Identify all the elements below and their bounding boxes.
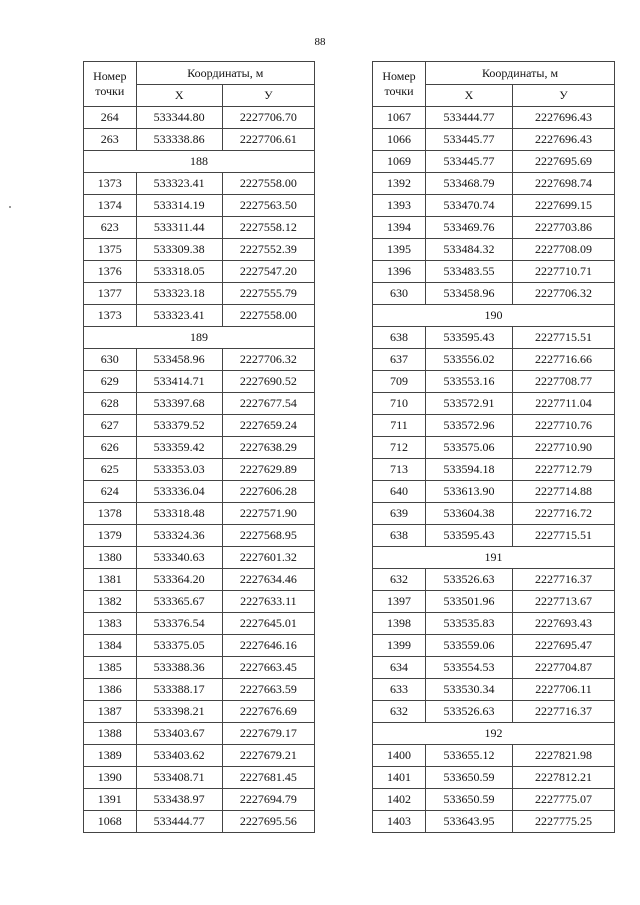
y-coordinate-cell: 2227706.11 (513, 679, 615, 701)
x-coordinate-cell: 533613.90 (426, 481, 513, 503)
x-coordinate-cell: 533594.18 (426, 459, 513, 481)
y-coordinate-cell: 2227715.51 (513, 525, 615, 547)
point-number-cell: 640 (373, 481, 426, 503)
point-number-cell: 709 (373, 371, 426, 393)
table-row (373, 459, 615, 481)
table-row (373, 745, 615, 767)
point-number-cell: 1390 (84, 767, 137, 789)
y-coordinate-cell: 2227659.24 (222, 415, 314, 437)
table-row (373, 195, 615, 217)
x-coordinate-cell: 533338.86 (136, 129, 222, 151)
x-coordinate-cell: 533470.74 (426, 195, 513, 217)
x-coordinate-cell: 533388.36 (136, 657, 222, 679)
y-coordinate-cell: 2227706.61 (222, 129, 314, 151)
point-number-cell: 1395 (373, 239, 426, 261)
x-coordinate-cell: 533572.91 (426, 393, 513, 415)
y-coordinate-cell: 2227645.01 (222, 613, 314, 635)
x-coordinate-cell: 533323.18 (136, 283, 222, 305)
x-coordinate-cell: 533572.96 (426, 415, 513, 437)
table-row (373, 349, 615, 371)
margin-mark (9, 206, 11, 208)
table-row (84, 635, 315, 657)
x-coordinate-cell: 533438.97 (136, 789, 222, 811)
x-coordinate-cell: 533501.96 (426, 591, 513, 613)
point-number-cell: 1403 (373, 811, 426, 833)
x-coordinate-cell: 533311.44 (136, 217, 222, 239)
x-coordinate-cell: 533323.41 (136, 305, 222, 327)
table-row (84, 173, 315, 195)
point-number-cell: 1402 (373, 789, 426, 811)
point-number-cell: 1068 (84, 811, 137, 833)
point-number-cell: 632 (373, 701, 426, 723)
coordinates-table-right (372, 61, 615, 833)
table-row (84, 569, 315, 591)
point-number-cell: 713 (373, 459, 426, 481)
point-number-cell: 1375 (84, 239, 137, 261)
table-row (84, 129, 315, 151)
y-coordinate-cell: 2227714.88 (513, 481, 615, 503)
y-coordinate-cell: 2227821.98 (513, 745, 615, 767)
table-row (373, 393, 615, 415)
point-number-cell: 1383 (84, 613, 137, 635)
point-number-header: Номер точки (84, 62, 137, 107)
table-row (373, 481, 615, 503)
y-coordinate-cell: 2227558.12 (222, 217, 314, 239)
x-coordinate-cell: 533526.63 (426, 701, 513, 723)
table-row (373, 173, 615, 195)
point-number-cell: 1387 (84, 701, 137, 723)
page-number: 88 (314, 36, 326, 48)
table-row (373, 635, 615, 657)
point-number-cell: 625 (84, 459, 137, 481)
x-coordinate-cell: 533398.21 (136, 701, 222, 723)
table-row (373, 129, 615, 151)
table-row (373, 217, 615, 239)
table-row (373, 525, 615, 547)
y-coordinate-cell: 2227706.32 (513, 283, 615, 305)
y-coordinate-cell: 2227663.59 (222, 679, 314, 701)
point-number-cell: 1396 (373, 261, 426, 283)
section-row (84, 151, 315, 173)
point-number-cell: 1378 (84, 503, 137, 525)
table-row (84, 547, 315, 569)
table-row (84, 701, 315, 723)
table-row (84, 723, 315, 745)
section-row (84, 327, 315, 349)
point-number-cell: 634 (373, 657, 426, 679)
point-number-cell: 627 (84, 415, 137, 437)
x-coordinate-cell: 533559.06 (426, 635, 513, 657)
y-coordinate-cell: 2227677.54 (222, 393, 314, 415)
point-number-cell: 1067 (373, 107, 426, 129)
table-row (84, 393, 315, 415)
table-row (84, 437, 315, 459)
x-coordinate-cell: 533553.16 (426, 371, 513, 393)
y-coordinate-cell: 2227695.47 (513, 635, 615, 657)
y-coordinate-cell: 2227638.29 (222, 437, 314, 459)
point-number-cell: 263 (84, 129, 137, 151)
table-row (84, 349, 315, 371)
table-row (84, 305, 315, 327)
x-coordinate-cell: 533575.06 (426, 437, 513, 459)
x-coordinate-cell: 533444.77 (426, 107, 513, 129)
x-coordinate-cell: 533643.95 (426, 811, 513, 833)
point-number-cell: 632 (373, 569, 426, 591)
point-number-cell: 711 (373, 415, 426, 437)
x-coordinate-cell: 533468.79 (426, 173, 513, 195)
x-coordinate-cell: 533340.63 (136, 547, 222, 569)
table-row (373, 415, 615, 437)
y-coordinate-cell: 2227706.70 (222, 107, 314, 129)
point-number-cell: 1376 (84, 261, 137, 283)
y-coordinate-cell: 2227679.21 (222, 745, 314, 767)
table-row (373, 327, 615, 349)
y-coordinate-cell: 2227775.25 (513, 811, 615, 833)
point-number-cell: 710 (373, 393, 426, 415)
x-coordinate-cell: 533650.59 (426, 789, 513, 811)
y-coordinate-cell: 2227704.87 (513, 657, 615, 679)
x-coordinate-cell: 533323.41 (136, 173, 222, 195)
x-coordinate-cell: 533324.36 (136, 525, 222, 547)
coordinates-header: Координаты, м (426, 62, 615, 85)
point-number-cell: 1398 (373, 613, 426, 635)
point-number-cell: 1392 (373, 173, 426, 195)
x-coordinate-cell: 533595.43 (426, 327, 513, 349)
point-number-cell: 623 (84, 217, 137, 239)
x-coordinate-cell: 533408.71 (136, 767, 222, 789)
point-number-cell: 264 (84, 107, 137, 129)
y-coordinate-cell: 2227708.09 (513, 239, 615, 261)
table-row (373, 437, 615, 459)
table-row (84, 525, 315, 547)
y-coordinate-cell: 2227646.16 (222, 635, 314, 657)
point-number-cell: 1393 (373, 195, 426, 217)
y-coordinate-cell: 2227695.56 (222, 811, 314, 833)
x-coordinate-cell: 533403.67 (136, 723, 222, 745)
point-number-cell: 1401 (373, 767, 426, 789)
coordinates-table-left (83, 61, 315, 833)
point-number-cell: 624 (84, 481, 137, 503)
y-coordinate-cell: 2227663.45 (222, 657, 314, 679)
x-coordinate-cell: 533318.05 (136, 261, 222, 283)
point-number-cell: 1066 (373, 129, 426, 151)
table-row (84, 459, 315, 481)
x-coordinate-cell: 533344.80 (136, 107, 222, 129)
point-number-cell: 1385 (84, 657, 137, 679)
table-row (84, 657, 315, 679)
section-number: 189 (84, 327, 315, 349)
x-header: X (426, 85, 513, 107)
x-coordinate-cell: 533397.68 (136, 393, 222, 415)
point-number-cell: 1400 (373, 745, 426, 767)
table-row (373, 151, 615, 173)
y-coordinate-cell: 2227706.32 (222, 349, 314, 371)
table-row (373, 371, 615, 393)
point-number-cell: 1384 (84, 635, 137, 657)
table-row (84, 789, 315, 811)
y-coordinate-cell: 2227711.04 (513, 393, 615, 415)
table-row (84, 239, 315, 261)
x-coordinate-cell: 533650.59 (426, 767, 513, 789)
x-coordinate-cell: 533458.96 (136, 349, 222, 371)
point-number-cell: 633 (373, 679, 426, 701)
y-coordinate-cell: 2227694.79 (222, 789, 314, 811)
x-header: X (136, 85, 222, 107)
table-row (373, 239, 615, 261)
table-row (373, 701, 615, 723)
point-number-cell: 1374 (84, 195, 137, 217)
x-coordinate-cell: 533483.55 (426, 261, 513, 283)
table-row (373, 613, 615, 635)
table-row (84, 679, 315, 701)
table-row (373, 679, 615, 701)
table-row (84, 261, 315, 283)
y-coordinate-cell: 2227693.43 (513, 613, 615, 635)
y-coordinate-cell: 2227563.50 (222, 195, 314, 217)
x-coordinate-cell: 533526.63 (426, 569, 513, 591)
table-row (373, 789, 615, 811)
x-coordinate-cell: 533375.05 (136, 635, 222, 657)
point-number-cell: 630 (84, 349, 137, 371)
x-coordinate-cell: 533535.83 (426, 613, 513, 635)
section-number: 191 (373, 547, 615, 569)
y-coordinate-cell: 2227552.39 (222, 239, 314, 261)
point-number-cell: 1394 (373, 217, 426, 239)
table-row (84, 745, 315, 767)
point-number-cell: 1388 (84, 723, 137, 745)
point-number-cell: 1399 (373, 635, 426, 657)
point-number-cell: 629 (84, 371, 137, 393)
point-number-cell: 1382 (84, 591, 137, 613)
table-row (373, 591, 615, 613)
y-coordinate-cell: 2227710.71 (513, 261, 615, 283)
y-coordinate-cell: 2227716.66 (513, 349, 615, 371)
y-header: У (222, 85, 314, 107)
y-coordinate-cell: 2227710.90 (513, 437, 615, 459)
point-number-cell: 628 (84, 393, 137, 415)
x-coordinate-cell: 533318.48 (136, 503, 222, 525)
table-row (84, 811, 315, 833)
section-row (373, 547, 615, 569)
section-row (373, 305, 615, 327)
table-row (373, 261, 615, 283)
point-number-cell: 1377 (84, 283, 137, 305)
table-row (84, 217, 315, 239)
y-coordinate-cell: 2227699.15 (513, 195, 615, 217)
y-coordinate-cell: 2227703.86 (513, 217, 615, 239)
y-coordinate-cell: 2227716.37 (513, 569, 615, 591)
y-coordinate-cell: 2227695.69 (513, 151, 615, 173)
point-number-cell: 630 (373, 283, 426, 305)
y-coordinate-cell: 2227571.90 (222, 503, 314, 525)
section-number: 192 (373, 723, 615, 745)
y-coordinate-cell: 2227696.43 (513, 129, 615, 151)
y-coordinate-cell: 2227696.43 (513, 107, 615, 129)
table-row (84, 107, 315, 129)
y-coordinate-cell: 2227713.67 (513, 591, 615, 613)
x-coordinate-cell: 533309.38 (136, 239, 222, 261)
table-row (84, 613, 315, 635)
y-coordinate-cell: 2227708.77 (513, 371, 615, 393)
x-coordinate-cell: 533458.96 (426, 283, 513, 305)
point-number-cell: 637 (373, 349, 426, 371)
table-row (373, 569, 615, 591)
x-coordinate-cell: 533365.67 (136, 591, 222, 613)
y-coordinate-cell: 2227629.89 (222, 459, 314, 481)
x-coordinate-cell: 533364.20 (136, 569, 222, 591)
y-coordinate-cell: 2227690.52 (222, 371, 314, 393)
section-number: 188 (84, 151, 315, 173)
x-coordinate-cell: 533530.34 (426, 679, 513, 701)
table-row (84, 371, 315, 393)
x-coordinate-cell: 533554.53 (426, 657, 513, 679)
table-row (84, 767, 315, 789)
y-coordinate-cell: 2227710.76 (513, 415, 615, 437)
y-coordinate-cell: 2227555.79 (222, 283, 314, 305)
y-coordinate-cell: 2227812.21 (513, 767, 615, 789)
table-row (373, 811, 615, 833)
point-number-cell: 1389 (84, 745, 137, 767)
point-number-cell: 1379 (84, 525, 137, 547)
x-coordinate-cell: 533379.52 (136, 415, 222, 437)
x-coordinate-cell: 533388.17 (136, 679, 222, 701)
table-row (373, 283, 615, 305)
point-number-cell: 1373 (84, 305, 137, 327)
y-coordinate-cell: 2227716.72 (513, 503, 615, 525)
y-coordinate-cell: 2227547.20 (222, 261, 314, 283)
section-number: 190 (373, 305, 615, 327)
x-coordinate-cell: 533469.76 (426, 217, 513, 239)
table-row (373, 503, 615, 525)
y-coordinate-cell: 2227558.00 (222, 305, 314, 327)
x-coordinate-cell: 533604.38 (426, 503, 513, 525)
point-number-cell: 639 (373, 503, 426, 525)
y-coordinate-cell: 2227606.28 (222, 481, 314, 503)
x-coordinate-cell: 533484.32 (426, 239, 513, 261)
x-coordinate-cell: 533445.77 (426, 129, 513, 151)
x-coordinate-cell: 533314.19 (136, 195, 222, 217)
y-header: У (513, 85, 615, 107)
section-row (373, 723, 615, 745)
y-coordinate-cell: 2227715.51 (513, 327, 615, 349)
point-number-cell: 1069 (373, 151, 426, 173)
x-coordinate-cell: 533445.77 (426, 151, 513, 173)
x-coordinate-cell: 533353.03 (136, 459, 222, 481)
point-number-cell: 1380 (84, 547, 137, 569)
y-coordinate-cell: 2227634.46 (222, 569, 314, 591)
y-coordinate-cell: 2227681.45 (222, 767, 314, 789)
y-coordinate-cell: 2227558.00 (222, 173, 314, 195)
table-row (84, 283, 315, 305)
y-coordinate-cell: 2227633.11 (222, 591, 314, 613)
y-coordinate-cell: 2227568.95 (222, 525, 314, 547)
x-coordinate-cell: 533655.12 (426, 745, 513, 767)
table-row (84, 503, 315, 525)
x-coordinate-cell: 533376.54 (136, 613, 222, 635)
x-coordinate-cell: 533595.43 (426, 525, 513, 547)
point-number-header: Номер точки (373, 62, 426, 107)
table-row (84, 591, 315, 613)
y-coordinate-cell: 2227716.37 (513, 701, 615, 723)
point-number-cell: 626 (84, 437, 137, 459)
y-coordinate-cell: 2227679.17 (222, 723, 314, 745)
point-number-cell: 1373 (84, 173, 137, 195)
point-number-cell: 712 (373, 437, 426, 459)
point-number-cell: 1391 (84, 789, 137, 811)
point-number-cell: 1386 (84, 679, 137, 701)
table-row (84, 415, 315, 437)
x-coordinate-cell: 533414.71 (136, 371, 222, 393)
y-coordinate-cell: 2227698.74 (513, 173, 615, 195)
x-coordinate-cell: 533359.42 (136, 437, 222, 459)
y-coordinate-cell: 2227712.79 (513, 459, 615, 481)
x-coordinate-cell: 533403.62 (136, 745, 222, 767)
table-row (373, 107, 615, 129)
point-number-cell: 1381 (84, 569, 137, 591)
y-coordinate-cell: 2227601.32 (222, 547, 314, 569)
y-coordinate-cell: 2227775.07 (513, 789, 615, 811)
x-coordinate-cell: 533336.04 (136, 481, 222, 503)
table-row (373, 767, 615, 789)
table-row (373, 657, 615, 679)
table-row (84, 195, 315, 217)
point-number-cell: 638 (373, 327, 426, 349)
table-row (84, 481, 315, 503)
point-number-cell: 638 (373, 525, 426, 547)
x-coordinate-cell: 533556.02 (426, 349, 513, 371)
x-coordinate-cell: 533444.77 (136, 811, 222, 833)
point-number-cell: 1397 (373, 591, 426, 613)
y-coordinate-cell: 2227676.69 (222, 701, 314, 723)
coordinates-header: Координаты, м (136, 62, 314, 85)
